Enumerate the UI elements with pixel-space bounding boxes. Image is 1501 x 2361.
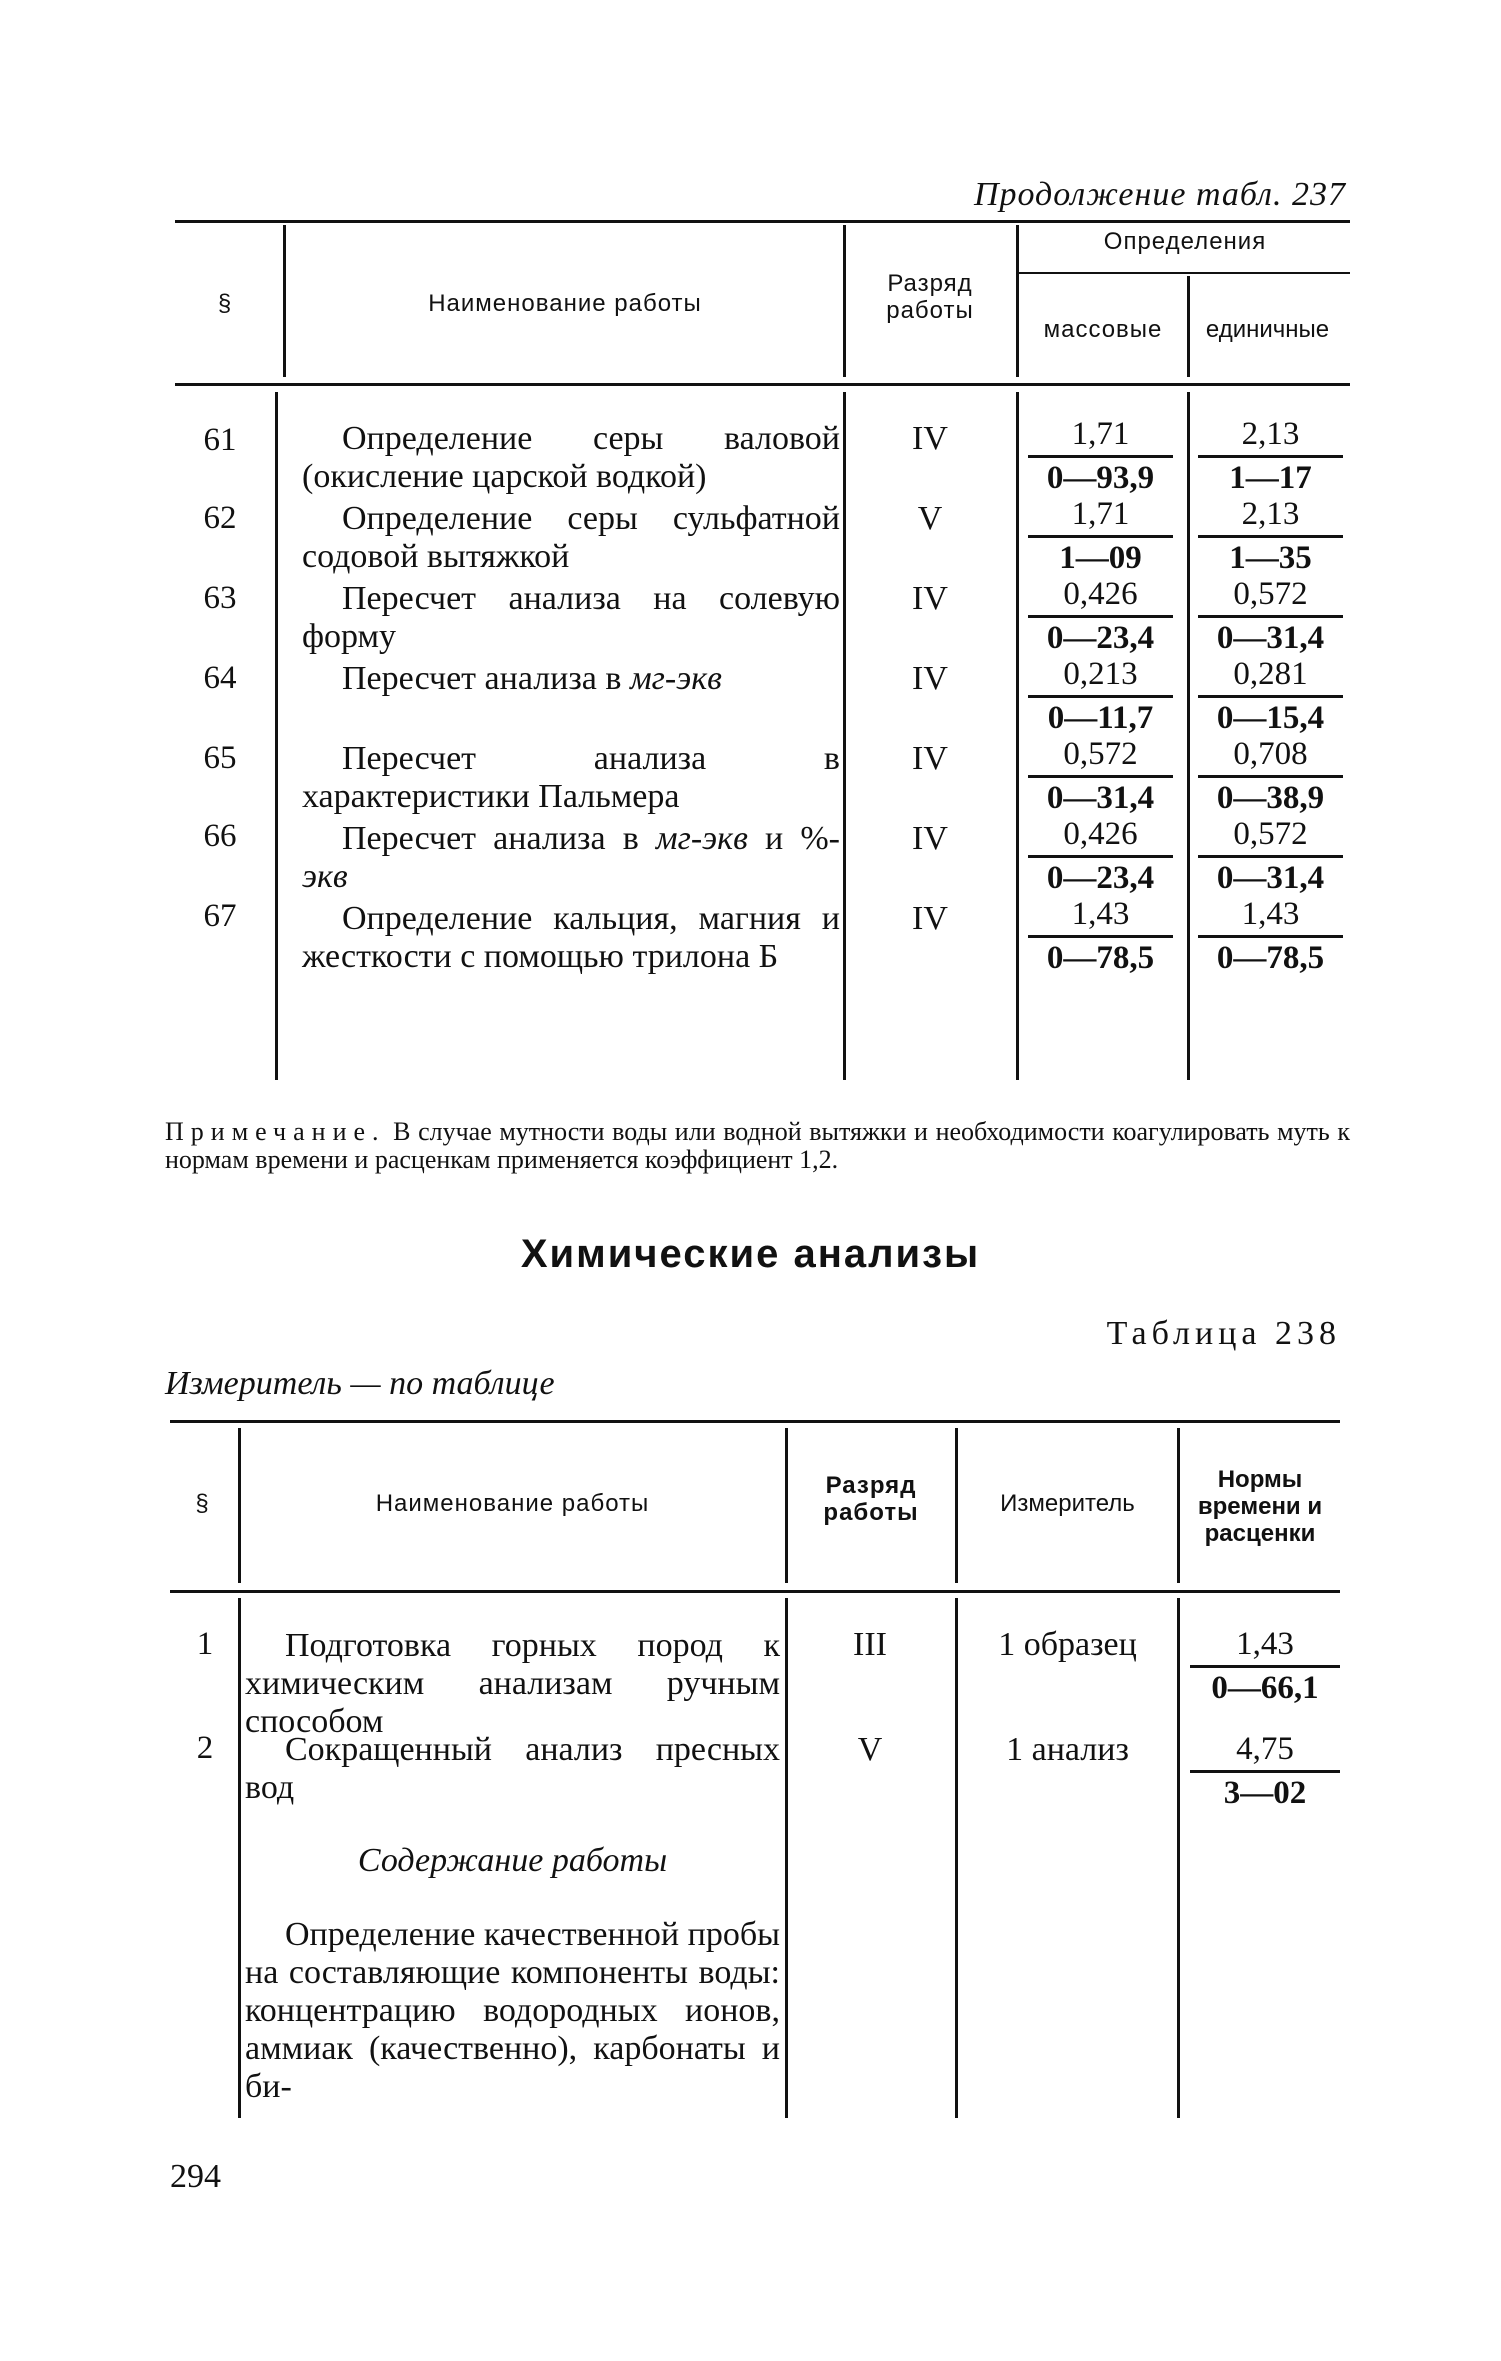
table-header-rule bbox=[175, 383, 1350, 386]
col-divider bbox=[785, 1428, 788, 1583]
single-norm-fraction bbox=[1198, 575, 1343, 656]
work-measure: 1 анализ bbox=[1006, 1731, 1129, 1768]
header-single: единичные bbox=[1205, 316, 1330, 343]
work-name bbox=[302, 820, 840, 896]
norm-time: 1,43 bbox=[1236, 1626, 1294, 1662]
row-number: 62 bbox=[203, 500, 237, 536]
norm-time: 0,572 bbox=[1233, 576, 1308, 612]
norm-fraction bbox=[1190, 1730, 1340, 1811]
norm-price: 0—66,1 bbox=[1211, 1670, 1319, 1706]
single-norm-fraction bbox=[1198, 655, 1343, 736]
fraction-bar bbox=[1028, 535, 1173, 538]
note-label: Примечание. bbox=[165, 1117, 386, 1146]
fraction-bar bbox=[1198, 855, 1343, 858]
header-determinations: Определения bbox=[1103, 228, 1267, 255]
mass-norm-fraction bbox=[1028, 495, 1173, 576]
fraction-bar bbox=[1028, 935, 1173, 938]
table-top-rule bbox=[175, 220, 1350, 223]
work-name-text: Пересчет анализа в bbox=[342, 660, 630, 697]
header-section: § bbox=[195, 1490, 210, 1517]
header-grade: Разряд работы bbox=[886, 270, 974, 324]
content-text bbox=[245, 1916, 780, 2106]
row-number: 65 bbox=[203, 740, 237, 776]
row-number: 67 bbox=[203, 898, 237, 934]
mass-norm-fraction bbox=[1028, 735, 1173, 816]
content-text-body: Определение качественной пробы на составляющие компоненты воды: концентрацию водородных ионов, аммиак (качественно), карбонаты и би- bbox=[245, 1916, 780, 2105]
norm-price: 0—78,5 bbox=[1046, 940, 1155, 976]
fraction-bar bbox=[1190, 1770, 1340, 1773]
norm-price: 0—23,4 bbox=[1046, 860, 1155, 896]
fraction-bar bbox=[1198, 615, 1343, 618]
single-norm-fraction bbox=[1198, 735, 1343, 816]
work-name bbox=[302, 660, 840, 698]
norm-time: 1,43 bbox=[1241, 896, 1300, 932]
norm-time: 4,75 bbox=[1236, 1731, 1294, 1767]
fraction-bar bbox=[1198, 935, 1343, 938]
norm-time: 2,13 bbox=[1241, 416, 1300, 452]
row-number: 64 bbox=[203, 660, 237, 696]
work-grade: IV bbox=[912, 420, 948, 457]
work-grade: IV bbox=[912, 580, 948, 617]
col-divider bbox=[1177, 1598, 1180, 2118]
col-divider bbox=[1016, 225, 1019, 377]
mass-norm-fraction bbox=[1028, 815, 1173, 896]
header-group-rule bbox=[1018, 272, 1350, 274]
col-divider bbox=[955, 1428, 958, 1583]
work-name-text: мг-экв bbox=[629, 660, 722, 697]
mass-norm-fraction bbox=[1028, 655, 1173, 736]
header-section: § bbox=[217, 290, 233, 317]
norm-price: 0—93,9 bbox=[1046, 460, 1155, 496]
table-note bbox=[165, 1118, 1350, 1174]
norm-time: 0,281 bbox=[1233, 656, 1308, 692]
work-grade: III bbox=[853, 1626, 887, 1663]
work-grade: IV bbox=[912, 900, 948, 937]
section-title: Химические анализы bbox=[520, 1232, 981, 1276]
norm-price: 0—78,5 bbox=[1216, 940, 1325, 976]
norm-price: 1—35 bbox=[1229, 540, 1312, 576]
norm-price: 0—38,9 bbox=[1216, 780, 1325, 816]
header-name: Наименование работы bbox=[428, 290, 702, 317]
col-divider bbox=[843, 392, 846, 1080]
fraction-bar bbox=[1190, 1665, 1340, 1668]
header-norms: Нормы времени и расценки bbox=[1197, 1466, 1323, 1547]
row-number: 2 bbox=[196, 1730, 214, 1766]
work-name bbox=[302, 900, 840, 976]
single-norm-fraction bbox=[1198, 895, 1343, 976]
col-divider bbox=[1187, 392, 1190, 1080]
table-238-label: Таблица 238 bbox=[1106, 1315, 1341, 1352]
work-grade: IV bbox=[912, 820, 948, 857]
norm-time: 0,426 bbox=[1063, 576, 1138, 612]
work-grade: IV bbox=[912, 660, 948, 697]
row-number: 63 bbox=[203, 580, 237, 616]
header-mass: массовые bbox=[1043, 316, 1163, 343]
fraction-bar bbox=[1028, 455, 1173, 458]
work-name-text: мг-экв bbox=[655, 820, 748, 857]
work-measure: 1 образец bbox=[998, 1626, 1137, 1663]
fraction-bar bbox=[1198, 535, 1343, 538]
norm-time: 0,213 bbox=[1063, 656, 1138, 692]
fraction-bar bbox=[1028, 695, 1173, 698]
work-name-text: Определение серы валовой (окисление царской водкой) bbox=[302, 420, 840, 495]
fraction-bar bbox=[1028, 775, 1173, 778]
col-divider bbox=[843, 225, 846, 377]
col-divider bbox=[275, 392, 278, 1080]
norm-price: 0—15,4 bbox=[1216, 700, 1325, 736]
work-grade: IV bbox=[912, 740, 948, 777]
norm-time: 0,572 bbox=[1233, 816, 1308, 852]
fraction-bar bbox=[1198, 695, 1343, 698]
fraction-bar bbox=[1198, 455, 1343, 458]
work-name-text: Пересчет анализа на солевую форму bbox=[302, 580, 840, 655]
single-norm-fraction bbox=[1198, 415, 1343, 496]
single-norm-fraction bbox=[1198, 815, 1343, 896]
work-name-text: -экв bbox=[302, 820, 840, 895]
norm-price: 1—09 bbox=[1059, 540, 1142, 576]
norm-time: 0,708 bbox=[1233, 736, 1308, 772]
measurer-line: Измеритель — по таблице bbox=[165, 1365, 555, 1402]
single-norm-fraction bbox=[1198, 495, 1343, 576]
col-divider bbox=[238, 1428, 241, 1583]
work-name-text: Определение серы сульфатной содовой вытяжкой bbox=[302, 500, 840, 575]
fraction-bar bbox=[1198, 775, 1343, 778]
table-top-rule bbox=[170, 1420, 1340, 1423]
mass-norm-fraction bbox=[1028, 575, 1173, 656]
norm-price: 0—31,4 bbox=[1046, 780, 1155, 816]
work-name bbox=[302, 580, 840, 656]
header-grade: Разряд работы bbox=[823, 1472, 919, 1526]
norm-price: 1—17 bbox=[1229, 460, 1312, 496]
norm-time: 1,71 bbox=[1071, 416, 1130, 452]
header-name: Наименование работы bbox=[375, 1490, 650, 1517]
note-text: В случае мутности воды или водной вытяжки и необходимости коагулировать муть к нормам времени и расценкам применяется коэффициент 1,2. bbox=[165, 1117, 1350, 1174]
work-name-text: Пересчет анализа в bbox=[342, 820, 656, 857]
norm-time: 0,426 bbox=[1063, 816, 1138, 852]
norm-price: 3—02 bbox=[1223, 1775, 1307, 1811]
work-name-text: Сокращенный анализ пресных вод bbox=[245, 1731, 780, 1806]
continuation-caption: Продолжение табл. 237 bbox=[973, 176, 1346, 213]
work-name bbox=[302, 420, 840, 496]
col-divider bbox=[283, 225, 286, 377]
norm-price: 0—23,4 bbox=[1046, 620, 1155, 656]
fraction-bar bbox=[1028, 615, 1173, 618]
row-number: 66 bbox=[203, 818, 237, 854]
work-name-text: Определение кальция, магния и жесткости с помощью трилона Б bbox=[302, 900, 840, 975]
norm-fraction bbox=[1190, 1625, 1340, 1706]
mass-norm-fraction bbox=[1028, 895, 1173, 976]
norm-time: 1,43 bbox=[1071, 896, 1130, 932]
work-name-text: Подготовка горных пород к химическим анализам ручным способом bbox=[245, 1627, 780, 1740]
norm-price: 0—31,4 bbox=[1216, 860, 1325, 896]
col-divider bbox=[238, 1598, 241, 2118]
header-measure: Измеритель bbox=[1000, 1490, 1135, 1517]
fraction-bar bbox=[1028, 855, 1173, 858]
work-name bbox=[302, 500, 840, 576]
work-grade: V bbox=[917, 500, 943, 537]
work-name-text: Пересчет анализа в характеристики Пальмера bbox=[302, 740, 840, 815]
row-number: 1 bbox=[196, 1626, 214, 1662]
content-heading: Содержание работы bbox=[357, 1842, 668, 1879]
norm-price: 0—11,7 bbox=[1047, 700, 1154, 736]
work-name bbox=[245, 1627, 780, 1741]
norm-price: 0—31,4 bbox=[1216, 620, 1325, 656]
row-number: 61 bbox=[203, 422, 237, 458]
work-name bbox=[245, 1731, 780, 1807]
norm-time: 0,572 bbox=[1063, 736, 1138, 772]
work-name-text: и % bbox=[747, 820, 829, 857]
col-divider bbox=[955, 1598, 958, 2118]
mass-norm-fraction bbox=[1028, 415, 1173, 496]
work-grade: V bbox=[857, 1731, 883, 1768]
page-number: 294 bbox=[170, 2158, 221, 2195]
norm-time: 2,13 bbox=[1241, 496, 1300, 532]
norm-time: 1,71 bbox=[1071, 496, 1130, 532]
col-divider bbox=[785, 1598, 788, 2118]
work-name bbox=[302, 740, 840, 816]
table-header-rule bbox=[170, 1590, 1340, 1593]
col-divider bbox=[1016, 392, 1019, 1080]
